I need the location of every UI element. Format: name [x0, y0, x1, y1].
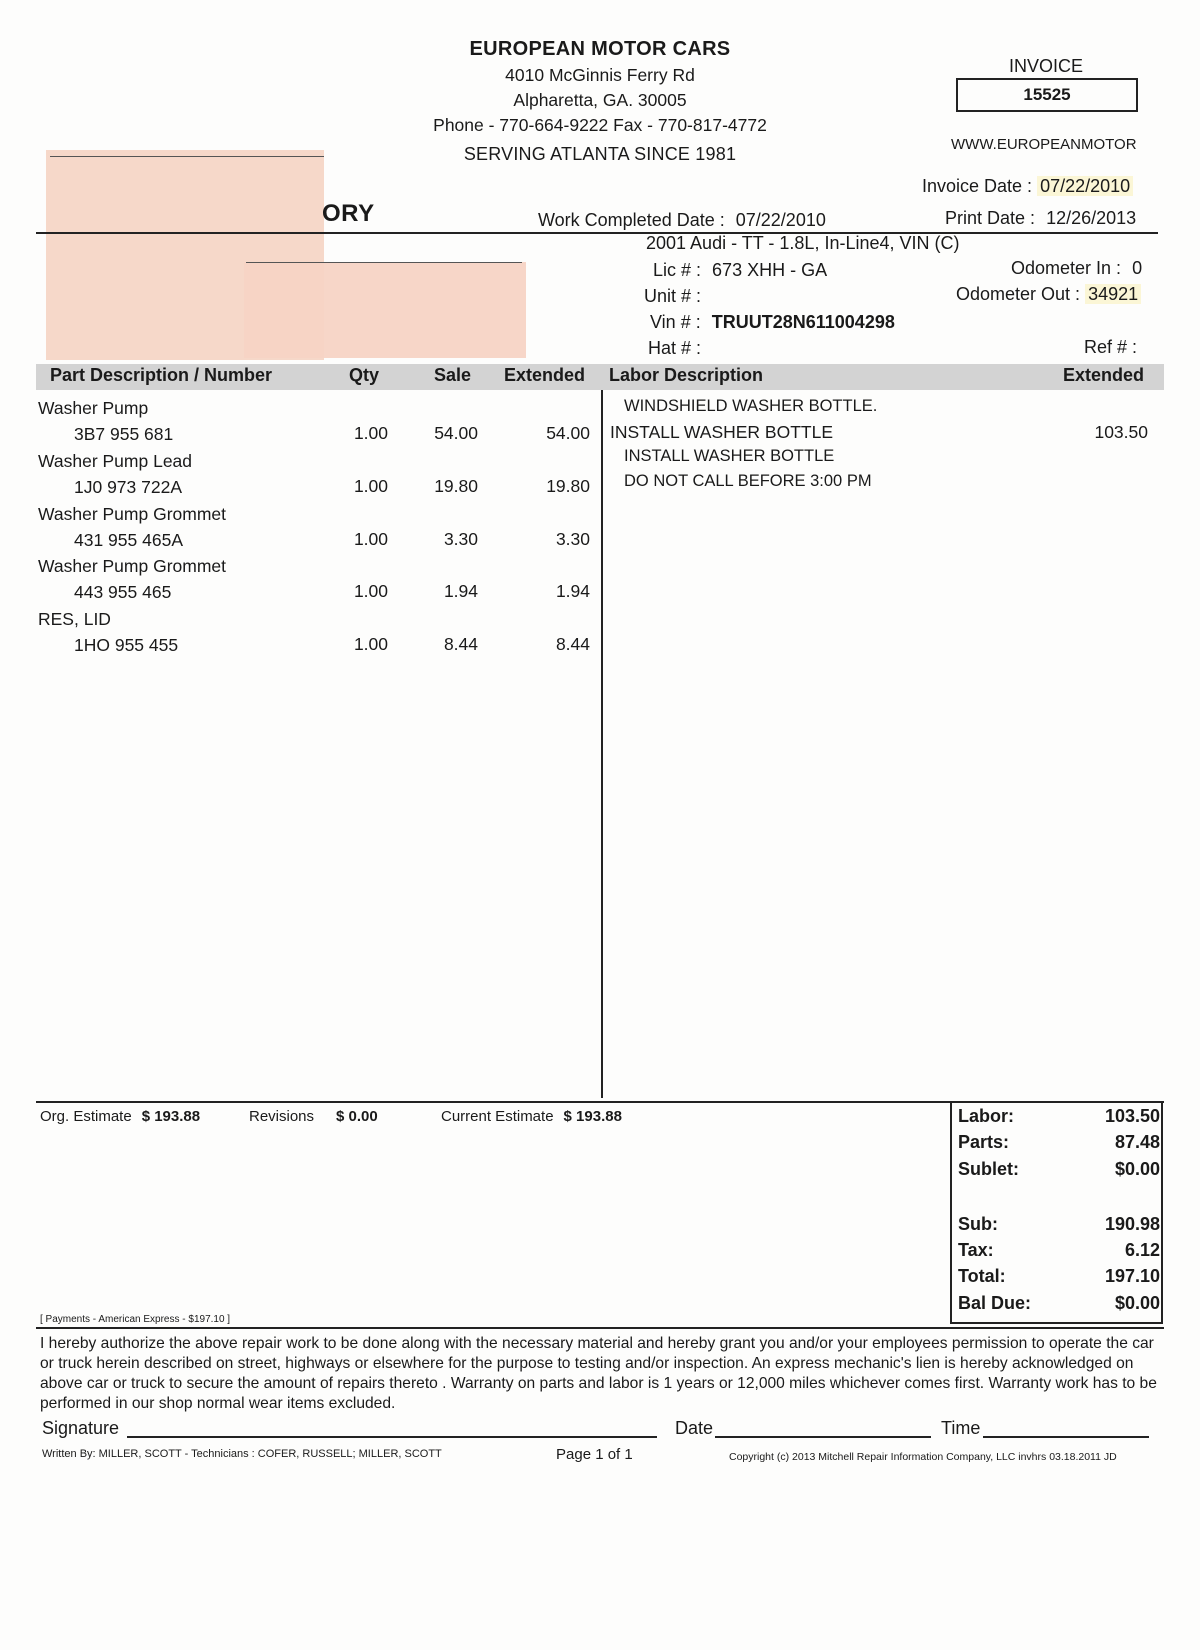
part-qty: 1.00: [353, 634, 388, 654]
invoice-number: 15525: [956, 78, 1138, 112]
sublet-total-label: Sublet:: [958, 1159, 1019, 1179]
payments-note: [ Payments - American Express - $197.10 ]: [40, 1314, 231, 1325]
part-number: 3B7 955 681: [74, 424, 174, 444]
authorization-text: I hereby authorize the above repair work to be done along with the necessary material and hereby grant you and/or your employees permission to operate the car or truck herein described on street, highways or elsewhere for the purpose to testing and/or inspection. An express mechanic's lien is hereby acknowledged on above car or truck to secure the amount of repairs thereto . Warranty on parts and labor is 1 years or 12,000 miles whichever comes first. Warranty work has to be performed in our shop normal wear items excluded.: [40, 1335, 1157, 1412]
part-sale: 8.44: [443, 634, 478, 654]
hat-row: [648, 338, 701, 359]
ref-label: Ref # :: [1084, 337, 1138, 357]
work-completed-label: Work Completed Date :: [538, 210, 725, 230]
invoice-label: INVOICE: [1008, 56, 1083, 76]
part-qty: 1.00: [353, 581, 388, 601]
odometer-in-row: [1011, 258, 1142, 279]
part-number: 431 955 465A: [74, 530, 183, 550]
print-date-row: [945, 208, 1136, 229]
report-title: ORY: [322, 200, 375, 227]
balance-due-value: $0.00: [1114, 1293, 1160, 1313]
subtotal-label: Sub:: [958, 1214, 998, 1234]
unit-label: Unit # :: [644, 286, 702, 306]
labor-amount: 103.50: [1094, 422, 1148, 442]
col-header-qty: Qty: [349, 365, 380, 385]
part-number: 1HO 955 455: [74, 635, 179, 655]
company-address-line2: Alpharetta, GA. 30005: [513, 90, 687, 110]
redaction-edge-2: [246, 262, 522, 263]
parts-total-value: 87.48: [1114, 1132, 1160, 1152]
date-line[interactable]: [715, 1436, 931, 1438]
tax-value: 6.12: [1124, 1240, 1160, 1260]
total-value: 197.10: [1104, 1266, 1160, 1286]
time-label: Time: [941, 1418, 981, 1438]
part-description: Washer Pump: [38, 398, 149, 418]
part-sale: 54.00: [434, 423, 478, 443]
odometer-out-label: Odometer Out :: [956, 284, 1081, 304]
part-description: RES, LID: [38, 609, 111, 629]
tax-label: Tax:: [958, 1240, 994, 1260]
part-description: Washer Pump Grommet: [38, 504, 227, 524]
vin-value: TRUUT28N611004298: [711, 312, 895, 332]
page-number: Page 1 of 1: [556, 1446, 633, 1463]
col-header-labor-extended: Extended: [1063, 365, 1145, 385]
copyright: Copyright (c) 2013 Mitchell Repair Information Company, LLC invhrs 03.18.2011 JD: [729, 1451, 1117, 1463]
col-header-part: Part Description / Number: [50, 365, 273, 385]
company-slogan: SERVING ATLANTA SINCE 1981: [463, 144, 737, 164]
part-extended: 3.30: [555, 529, 590, 549]
work-completed-row: [538, 210, 826, 231]
part-extended: 54.00: [546, 423, 590, 443]
signature-label: Signature: [42, 1418, 120, 1438]
company-website: WWW.EUROPEANMOTOR: [951, 136, 1137, 153]
signature-line[interactable]: [127, 1436, 657, 1438]
print-date-label: Print Date :: [945, 208, 1036, 228]
odometer-out-row: [956, 284, 1141, 305]
invoice-date-value: 07/22/2010: [1037, 176, 1133, 196]
header-divider: [36, 232, 1158, 234]
part-sale: 1.94: [443, 581, 478, 601]
part-number: 1J0 973 722A: [74, 477, 183, 497]
column-divider: [601, 390, 603, 1098]
labor-line: INSTALL WASHER BOTTLE: [624, 447, 835, 465]
part-sale: 19.80: [434, 476, 478, 496]
org-estimate-label: Org. Estimate: [40, 1108, 132, 1125]
company-header: [390, 38, 810, 165]
col-header-sale: Sale: [434, 365, 472, 385]
sublet-total-value: $0.00: [1114, 1159, 1160, 1179]
part-qty: 1.00: [353, 529, 388, 549]
labor-total-label: Labor:: [958, 1106, 1014, 1126]
odometer-out-value: 34921: [1085, 284, 1141, 304]
footer-divider: [36, 1327, 1164, 1329]
subtotal-value: 190.98: [1104, 1214, 1160, 1234]
company-name: EUROPEAN MOTOR CARS: [469, 38, 731, 60]
invoice-date-row: [922, 176, 1133, 197]
revisions-value: $ 0.00: [336, 1108, 378, 1125]
part-description: Washer Pump Lead: [38, 451, 193, 471]
odometer-in-label: Odometer In :: [1011, 258, 1122, 278]
balance-due-label: Bal Due:: [958, 1293, 1032, 1313]
org-estimate: [40, 1108, 200, 1125]
vin-row: [650, 312, 895, 333]
part-extended: 19.80: [546, 476, 590, 496]
org-estimate-value: $ 193.88: [141, 1108, 201, 1125]
license-row: [653, 260, 827, 281]
part-qty: 1.00: [353, 423, 388, 443]
total-label: Total:: [958, 1266, 1006, 1286]
part-extended: 1.94: [555, 581, 590, 601]
company-phone-fax: Phone - 770-664-9222 Fax - 770-817-4772: [433, 115, 767, 135]
invoice-date-label: Invoice Date :: [922, 176, 1033, 196]
time-line[interactable]: [983, 1436, 1149, 1438]
license-value: 673 XHH - GA: [712, 260, 828, 280]
odometer-in-value: 0: [1132, 258, 1143, 278]
revisions: [249, 1108, 378, 1125]
date-label: Date: [675, 1418, 714, 1438]
labor-total-value: 103.50: [1104, 1106, 1160, 1126]
license-label: Lic # :: [653, 260, 702, 280]
part-sale: 3.30: [443, 529, 478, 549]
parts-total-label: Parts:: [958, 1132, 1010, 1152]
current-estimate: [441, 1108, 622, 1125]
col-header-labor: Labor Description: [609, 365, 764, 385]
work-completed-date: 07/22/2010: [735, 210, 826, 230]
part-extended: 8.44: [555, 634, 590, 654]
redaction-edge: [50, 156, 324, 157]
company-address-line1: 4010 McGinnis Ferry Rd: [505, 65, 695, 85]
current-estimate-label: Current Estimate: [441, 1108, 554, 1125]
vin-label: Vin # :: [650, 312, 701, 332]
written-by: Written By: MILLER, SCOTT - Technicians : COFER, RUSSELL; MILLER, SCOTT: [42, 1448, 442, 1460]
redacted-customer-block-2: [244, 262, 526, 358]
revisions-label: Revisions: [249, 1108, 315, 1125]
vehicle-description: 2001 Audi - TT - 1.8L, In-Line4, VIN (C): [646, 233, 960, 253]
current-estimate-value: $ 193.88: [563, 1108, 622, 1125]
labor-line: DO NOT CALL BEFORE 3:00 PM: [624, 472, 872, 490]
hat-label: Hat # :: [648, 338, 702, 358]
labor-line: WINDSHIELD WASHER BOTTLE.: [624, 397, 878, 415]
part-description: Washer Pump Grommet: [38, 556, 227, 576]
labor-line: INSTALL WASHER BOTTLE: [610, 422, 834, 442]
col-header-extended: Extended: [504, 365, 586, 385]
part-qty: 1.00: [353, 476, 388, 496]
unit-row: [644, 286, 701, 307]
print-date-value: 12/26/2013: [1046, 208, 1137, 228]
part-number: 443 955 465: [74, 582, 172, 602]
